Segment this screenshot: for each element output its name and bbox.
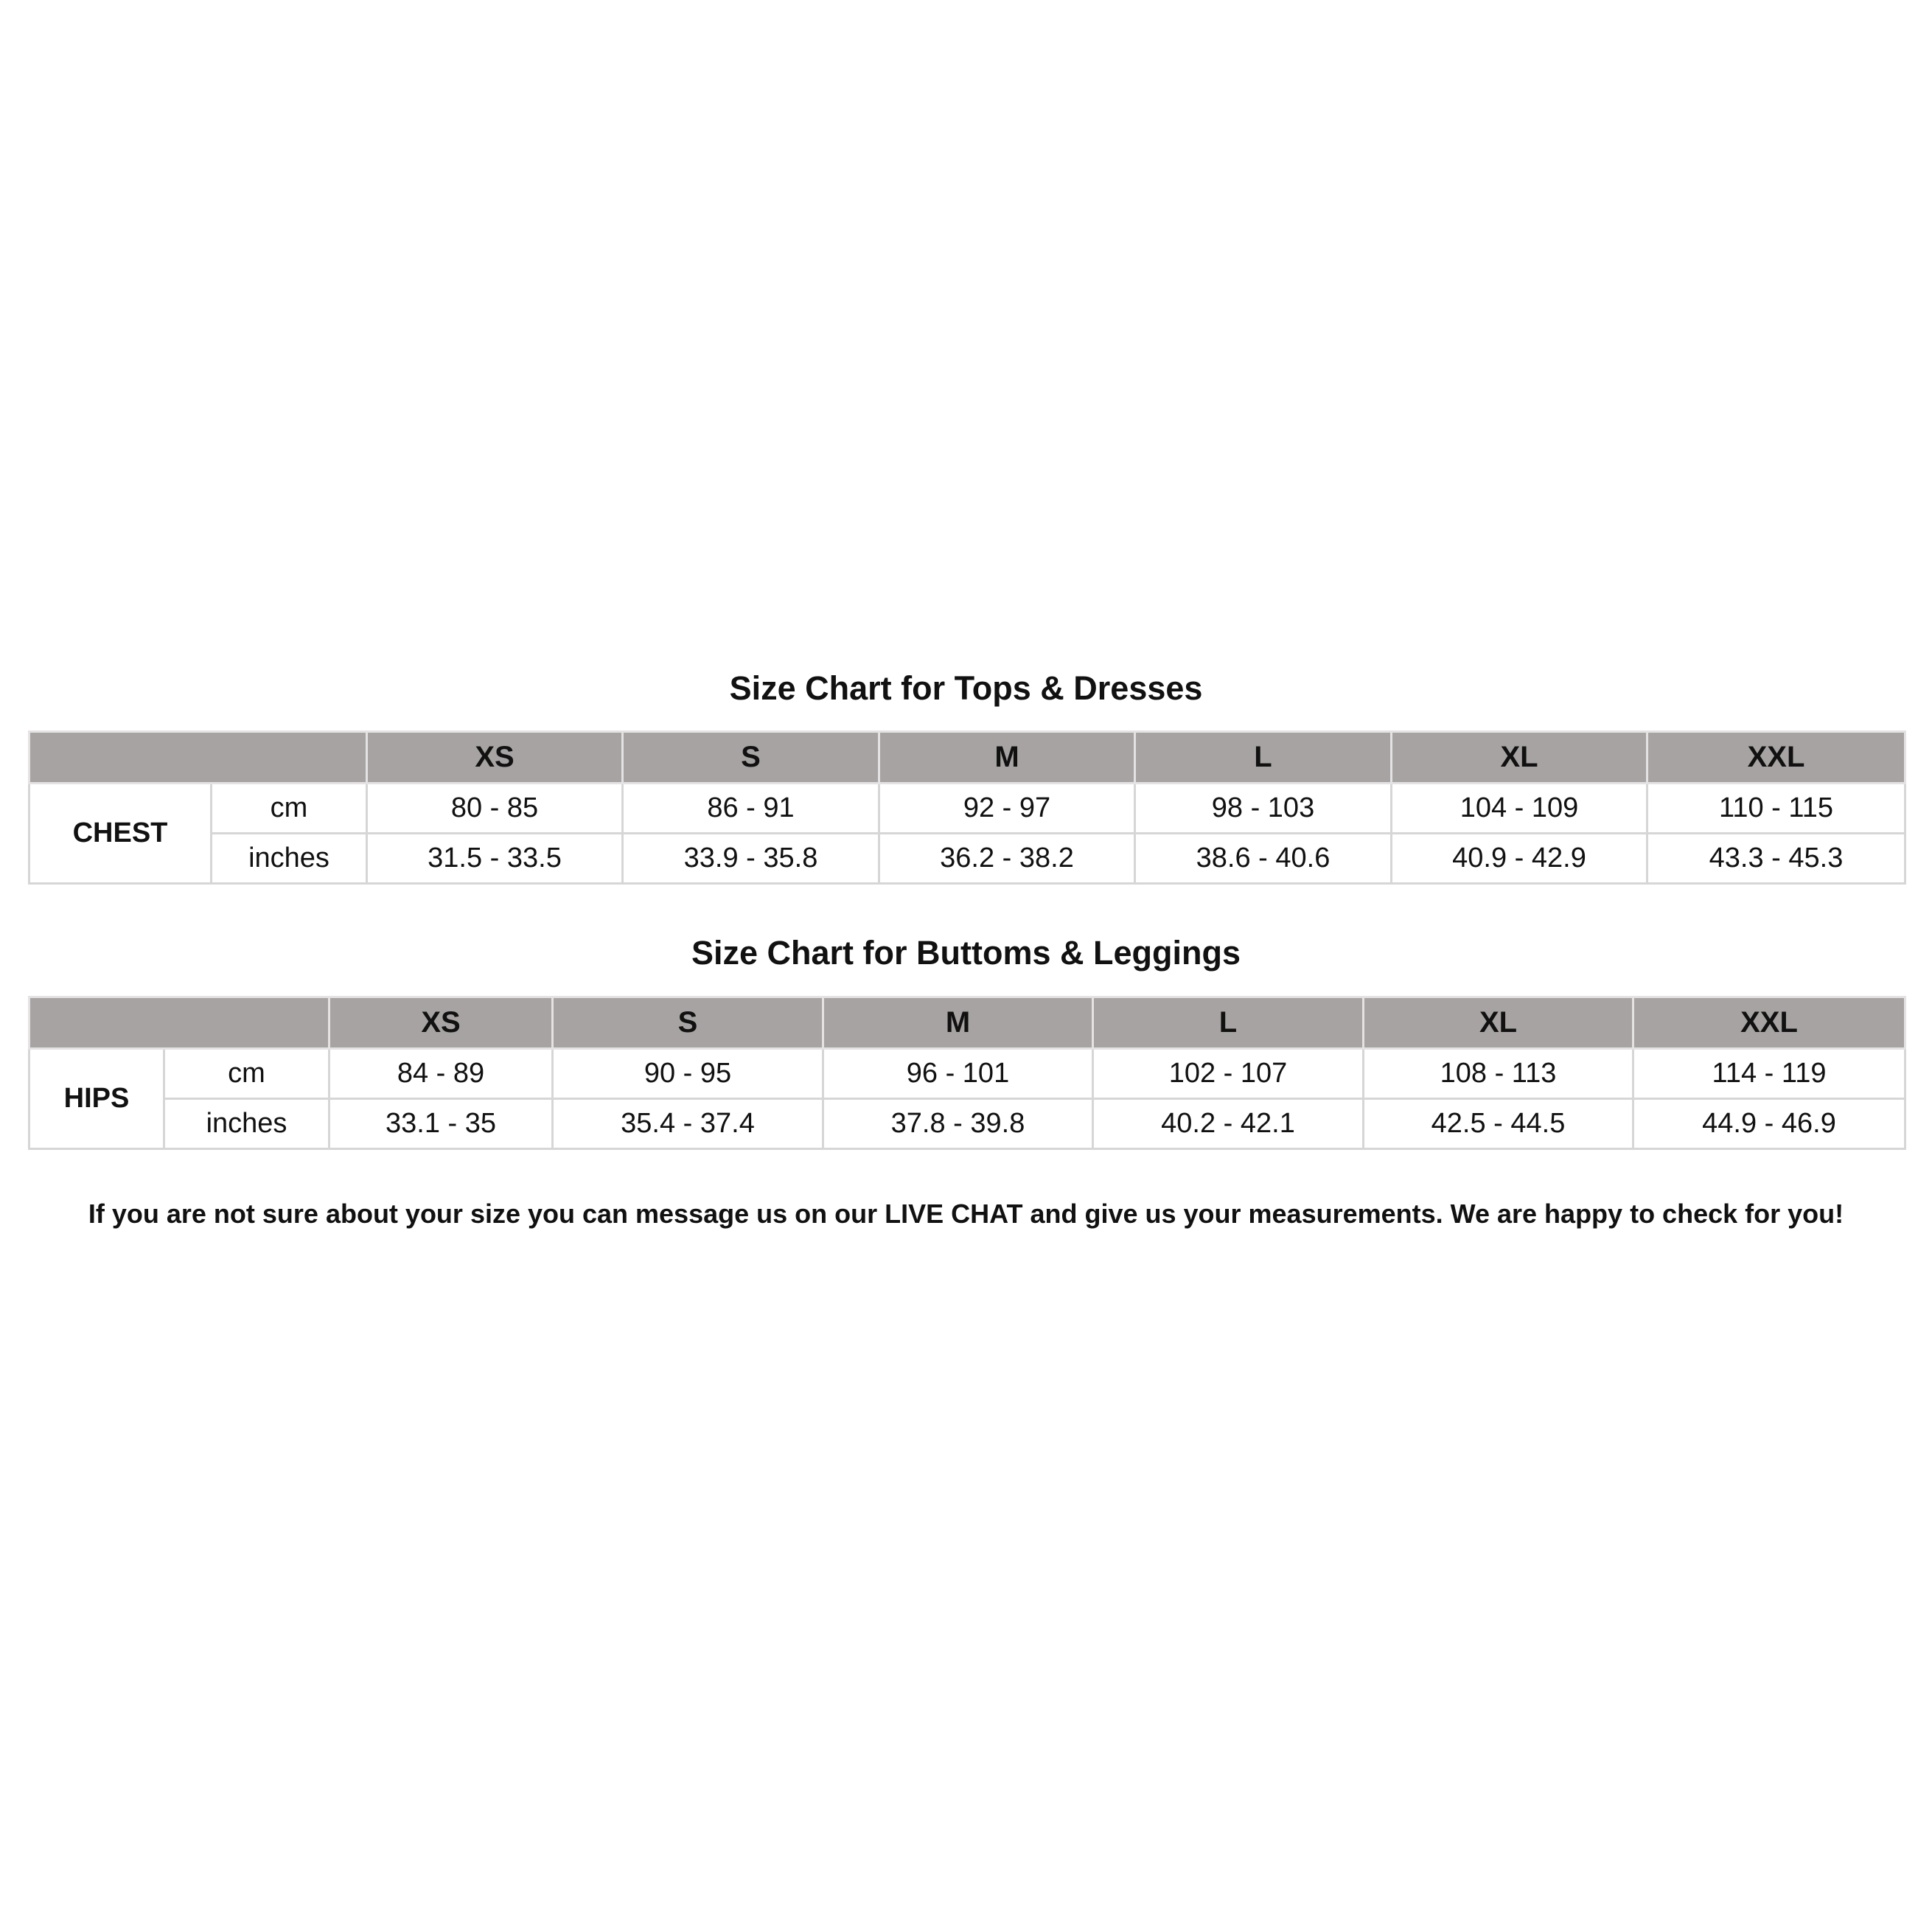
size-header-m: M [879, 732, 1135, 784]
size-header-l: L [1135, 732, 1392, 784]
measure-label-chest: CHEST [29, 784, 212, 884]
size-header-s: S [553, 997, 823, 1049]
table-cell: 40.2 - 42.1 [1093, 1099, 1364, 1149]
bottoms-chart-title: Size Chart for Buttoms & Leggings [691, 934, 1241, 972]
table-header-row [29, 997, 1905, 1049]
header-blank-cell [29, 997, 329, 1049]
unit-label-cm: cm [164, 1049, 329, 1099]
table-cell: 104 - 109 [1392, 784, 1647, 834]
table-cell: 84 - 89 [329, 1049, 553, 1099]
unit-label-inches: inches [212, 834, 367, 884]
table-cell: 38.6 - 40.6 [1135, 834, 1392, 884]
table-cell: 42.5 - 44.5 [1364, 1099, 1633, 1149]
size-header-xl: XL [1392, 732, 1647, 784]
table-row [29, 834, 1905, 884]
table-row [29, 1099, 1905, 1149]
table-cell: 96 - 101 [823, 1049, 1093, 1099]
table-cell: 80 - 85 [367, 784, 623, 834]
table-row [29, 784, 1905, 834]
table-cell: 33.1 - 35 [329, 1099, 553, 1149]
table-cell: 37.8 - 39.8 [823, 1099, 1093, 1149]
table-cell: 44.9 - 46.9 [1633, 1099, 1905, 1149]
size-header-xxl: XXL [1647, 732, 1905, 784]
table-header-row [29, 732, 1905, 784]
table-cell: 108 - 113 [1364, 1049, 1633, 1099]
size-header-m: M [823, 997, 1093, 1049]
size-header-xl: XL [1364, 997, 1633, 1049]
size-header-l: L [1093, 997, 1364, 1049]
table-row [29, 1049, 1905, 1099]
table-cell: 33.9 - 35.8 [623, 834, 879, 884]
table-cell: 102 - 107 [1093, 1049, 1364, 1099]
size-header-xxl: XXL [1633, 997, 1905, 1049]
table-cell: 35.4 - 37.4 [553, 1099, 823, 1149]
size-header-xs: XS [329, 997, 553, 1049]
header-blank-cell [29, 732, 367, 784]
table-cell: 92 - 97 [879, 784, 1135, 834]
size-header-s: S [623, 732, 879, 784]
table-cell: 110 - 115 [1647, 784, 1905, 834]
bottoms-size-table [28, 996, 1906, 1150]
measure-label-hips: HIPS [29, 1049, 164, 1149]
size-help-note: If you are not sure about your size you can message us on our LIVE CHAT and give us your measurements. We are happy to check for you! [88, 1199, 1844, 1229]
table-cell: 40.9 - 42.9 [1392, 834, 1647, 884]
table-cell: 43.3 - 45.3 [1647, 834, 1905, 884]
unit-label-cm: cm [212, 784, 367, 834]
table-cell: 36.2 - 38.2 [879, 834, 1135, 884]
table-cell: 114 - 119 [1633, 1049, 1905, 1099]
tops-size-table [28, 730, 1906, 885]
table-cell: 90 - 95 [553, 1049, 823, 1099]
unit-label-inches: inches [164, 1099, 329, 1149]
table-cell: 98 - 103 [1135, 784, 1392, 834]
table-cell: 86 - 91 [623, 784, 879, 834]
tops-chart-title: Size Chart for Tops & Dresses [729, 669, 1203, 707]
table-cell: 31.5 - 33.5 [367, 834, 623, 884]
size-header-xs: XS [367, 732, 623, 784]
